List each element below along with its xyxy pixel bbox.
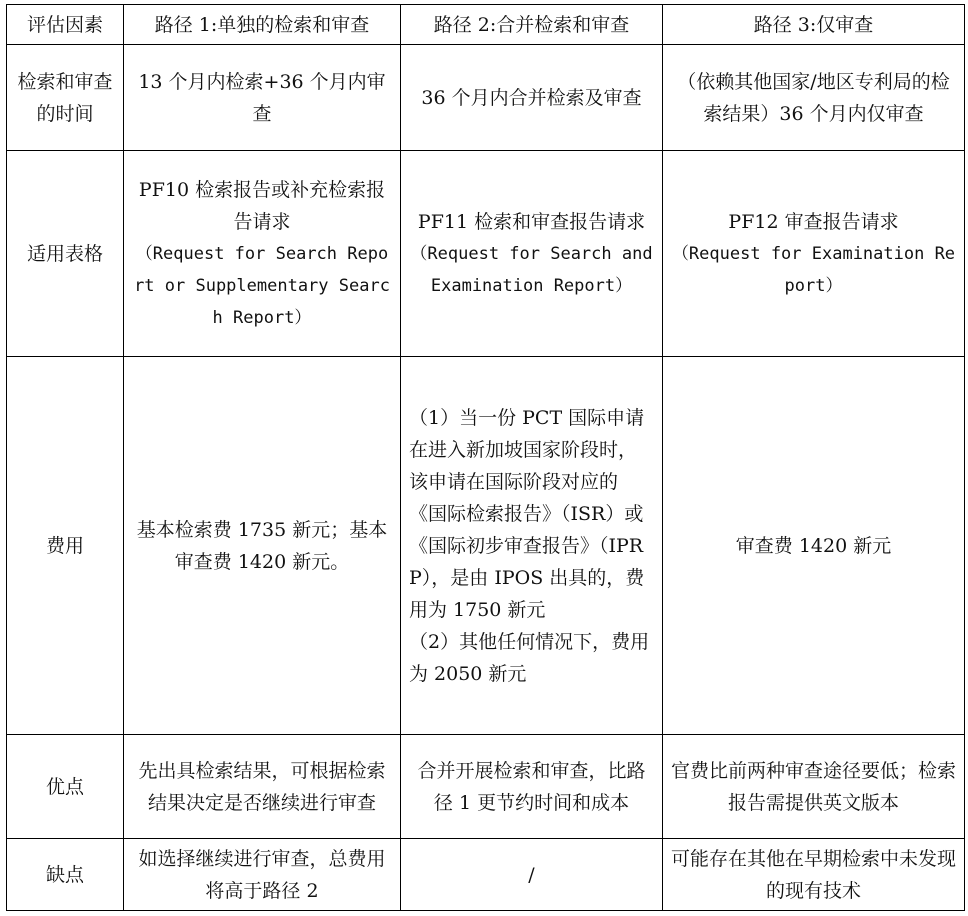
path2-cell: 合并开展检索和审查，比路径 1 更节约时间和成本	[401, 735, 663, 839]
header-row	[7, 5, 965, 45]
factor-cell: 适用表格	[7, 151, 124, 357]
path1-cell: 13 个月内检索+36 个月内审查	[124, 45, 401, 151]
form-english-name: （Request for Examination Report）	[671, 243, 956, 296]
path3-cell: 可能存在其他在早期检索中未发现的现有技术	[663, 839, 965, 911]
row-disadvantages	[7, 839, 965, 911]
path2-cell: /	[401, 839, 663, 911]
factor-cell: 检索和审查的时间	[7, 45, 124, 151]
path2-cell	[401, 151, 663, 357]
path1-cell: 先出具检索结果，可根据检索结果决定是否继续进行审查	[124, 735, 401, 839]
factor-cell: 缺点	[7, 839, 124, 911]
factor-cell: 费用	[7, 357, 124, 735]
header-factor: 评估因素	[7, 5, 124, 45]
row-timing	[7, 45, 965, 151]
form-name: PF12 审查报告请求	[728, 210, 899, 233]
factor-cell: 优点	[7, 735, 124, 839]
header-path3: 路径 3:仅审查	[663, 5, 965, 45]
header-path2: 路径 2:合并检索和审查	[401, 5, 663, 45]
comparison-table	[6, 4, 965, 911]
path1-cell: 如选择继续进行审查，总费用将高于路径 2	[124, 839, 401, 911]
fee-item-2: （2）其他任何情况下，费用为 2050 新元	[409, 630, 650, 685]
header-path1: 路径 1:单独的检索和审查	[124, 5, 401, 45]
form-english-name: （Request for Search Report or Supplementary Search Report）	[134, 243, 390, 328]
form-name: PF10 检索报告或补充检索报告请求	[138, 178, 386, 233]
path2-cell	[401, 357, 663, 735]
comparison-table-container	[6, 4, 965, 911]
form-name: PF11 检索和审查报告请求	[417, 210, 646, 233]
row-fees	[7, 357, 965, 735]
path3-cell	[663, 151, 965, 357]
path3-cell: 审查费 1420 新元	[663, 357, 965, 735]
row-advantages	[7, 735, 965, 839]
path2-cell: 36 个月内合并检索及审查	[401, 45, 663, 151]
path1-cell: 基本检索费 1735 新元；基本审查费 1420 新元。	[124, 357, 401, 735]
row-forms	[7, 151, 965, 357]
path3-cell: （依赖其他国家/地区专利局的检索结果）36 个月内仅审查	[663, 45, 965, 151]
path1-cell	[124, 151, 401, 357]
path3-cell: 官费比前两种审查途径要低；检索报告需提供英文版本	[663, 735, 965, 839]
form-english-name: （Request for Search and Examination Report）	[410, 243, 653, 296]
fee-item-1: （1）当一份 PCT 国际申请在进入新加坡国家阶段时，该申请在国际阶段对应的《国际检索报告》（ISR）或《国际初步审查报告》（IPRP），是由 IPOS 出具的，费用为 1750 新元	[409, 406, 645, 621]
